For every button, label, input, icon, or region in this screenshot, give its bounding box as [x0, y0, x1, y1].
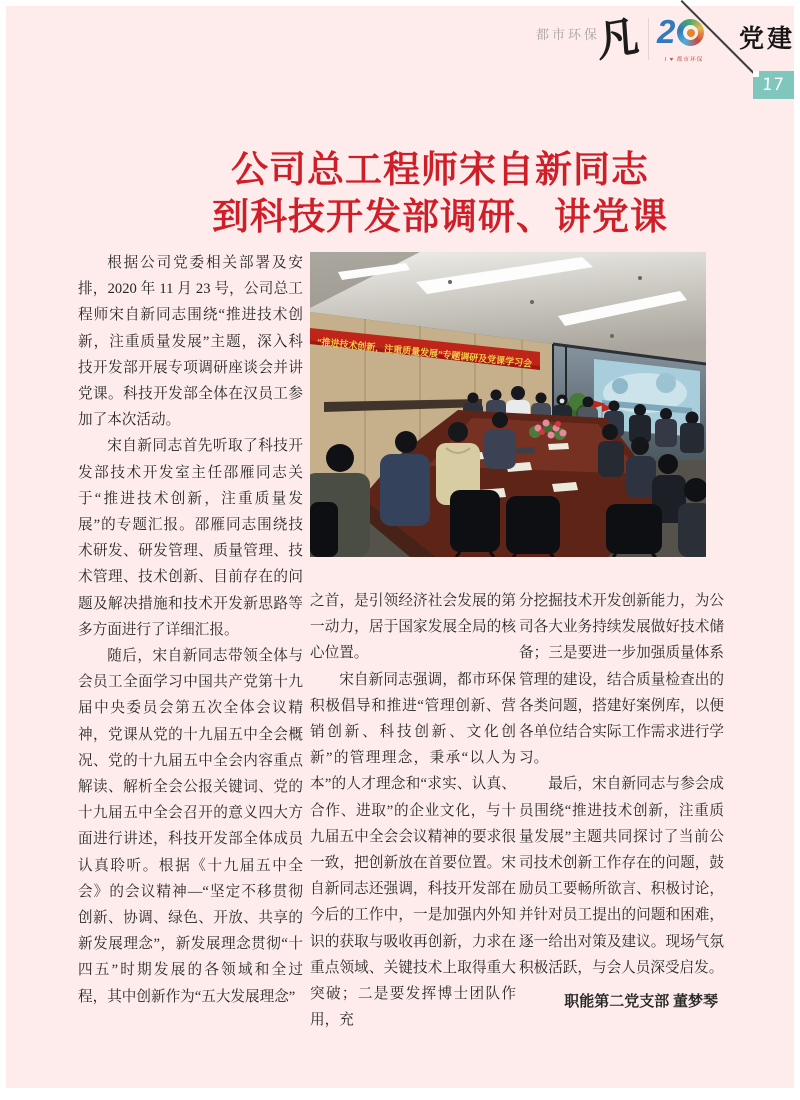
article-title-line1: 公司总工程师宋自新同志	[231, 150, 649, 191]
byline: 职能第二党支部 董梦琴	[564, 994, 718, 1011]
paragraph: 宋自新同志首先听取了科技开发部技术开发室主任邵雁同志关于“推进技术创新，注重质量发展”的专题汇报。邵雁同志围绕技术研发、研发管理、质量管理、技术管理、技术创新、目前存在的问题及解决措施和技术开发新思路等多方面进行了详细汇报。	[78, 438, 303, 638]
paragraph-continuation: 分挖掘技术开发创新能力，为公司各大业务持续发展做好技术储备；三是要进一步加强质量体系管理的建设，结合质量检查出的各类问题，搭建好案例库，以便各单位结合实际工作需求进行学习。	[519, 593, 724, 767]
paragraph: 根据公司党委相关部署及安排，2020 年 11 月 23 号，公司总工程师宋自新同志围绕“推进技术创新，注重质量发展”主题，深入科技开发部开展专项调研座谈会并讲党课。科技开发部全体在汉员工参加了本次活动。	[78, 255, 303, 429]
article-column-2	[310, 588, 516, 1033]
article-column-3	[519, 588, 724, 1015]
paragraph-continuation: 之首，是引领经济社会发展的第一动力，居于国家发展全局的核心位置。	[310, 593, 516, 662]
paragraph: 随后，宋自新同志带领全体与会员工全面学习中国共产党第十九届中央委员会第五次全体会议精神，党课从党的十九届五中全会概况、党的十九届五中全会内容重点解读、解析全会公报关键词、党的十九届五中全会召开的意义四大方面进行讲述，科技开发部全体成员认真聆听。根据《十九届五中全会》的会议精神—“坚定不移贯彻创新、协调、绿色、开放、共享的新发展理念”，新发展理念贯彻“十四五”时期发展的各领域和全过程，其中创新作为“五大发展理念”	[78, 648, 303, 1005]
article-title-line2: 到科技开发部调研、讲党课	[212, 197, 668, 238]
brand-text: 都市环保	[536, 27, 601, 42]
anniversary-digit: 2	[657, 13, 676, 50]
paragraph: 宋自新同志强调，都市环保积极倡导和推进“管理创新、营销创新、科技创新、文化创新”的管理理念，秉承“以人为本”的人才理念和“求实、认真、合作、进取”的企业文化，与十九届五中全会会议精神的要求很一致，把创新放在首要位置。宋自新同志还强调，科技开发部在今后的工作中，一是加强内外知识的获取与吸收再创新，力求在重点领域、关键技术上取得重大突破；二是要发挥博士团队作用，充	[310, 671, 516, 1029]
anniversary-ring-dot	[687, 29, 695, 37]
paragraph: 最后，宋自新同志与参会成员围绕“推进技术创新，注重质量发展”主题共同探讨了当前公司技术创新工作存在的问题，鼓励员工要畅所欲言、积极讨论，并针对员工提出的问题和困难，逐一给出对策及建议。现场气氛积极活跃，与会人员深受启发。	[519, 776, 724, 976]
banner-text: “推进技术创新，注重质量发展”专题调研及党课学习会	[316, 337, 545, 372]
section-label: 党建	[739, 25, 796, 53]
article-column-1	[78, 250, 303, 1010]
brand-calligraphy-mark: 凡	[595, 13, 641, 67]
page-number-tab	[753, 71, 794, 99]
article-title	[110, 147, 770, 241]
meeting-photo	[310, 252, 706, 557]
anniversary-ring-icon	[677, 19, 704, 46]
header-divider	[648, 18, 649, 60]
page-number: 17	[761, 75, 786, 95]
meeting-photo-svg	[310, 252, 706, 557]
page-tab-notch	[753, 71, 759, 77]
anniversary-subtext: I ♥ 都市环保	[664, 57, 704, 63]
